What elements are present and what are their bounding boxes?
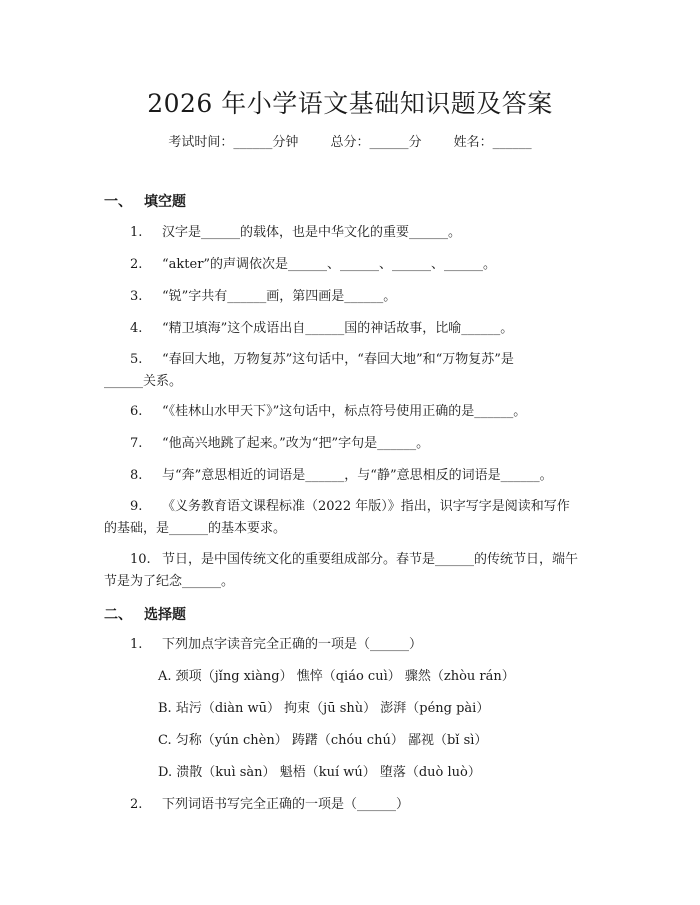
page-title: 2026 年小学语文基础知识题及答案	[147, 89, 553, 118]
question-item	[104, 286, 630, 308]
question-text: “精卫填海”这个成语出自______国的神话故事，比喻______。	[162, 321, 514, 336]
question-number: 1.	[130, 225, 143, 240]
question-number: 5.	[130, 352, 143, 367]
question-text: 下列加点字读音完全正确的一项是（______）	[162, 637, 423, 652]
question-text: “他高兴地跳了起来。”改为“把”字句是______。	[162, 436, 430, 451]
student-name-field: 姓名：______	[453, 135, 532, 150]
question-item	[104, 433, 630, 455]
question-number: 6.	[130, 404, 143, 419]
question-item	[104, 465, 630, 487]
option-a: A. 颈项（jǐng xiàng） 憔悴（qiáo cuì） 骤然（zhòu rán）	[158, 669, 515, 684]
question-text: “锐”字共有______画，第四画是______。	[162, 289, 397, 304]
exam-time-field: 考试时间：______分钟	[168, 135, 299, 150]
question-item	[104, 222, 630, 244]
question-item	[104, 794, 630, 816]
question-number: 8.	[130, 468, 143, 483]
question-continuation: 的基础，是______的基本要求。	[104, 521, 287, 536]
question-text: “akter”的声调依次是______、______、______、______。	[162, 257, 497, 272]
option-b: B. 玷污（diàn wū） 拘束（jū shù） 澎湃（péng pài）	[158, 701, 490, 716]
question-item	[104, 401, 630, 423]
option-c: C. 匀称（yún chèn） 踌躇（chóu chú） 鄙视（bǐ sì）	[158, 733, 488, 748]
question-number: 10.	[130, 552, 151, 567]
question-number: 2.	[130, 797, 143, 812]
question-item	[104, 349, 630, 371]
question-text: “《桂林山水甲天下》”这句话中，标点符号使用正确的是______。	[162, 404, 527, 419]
section-heading-multiple-choice	[104, 604, 186, 624]
question-continuation: 节是为了纪念______。	[104, 574, 235, 589]
question-item	[104, 496, 630, 518]
question-text: 汉字是______的载体，也是中华文化的重要______。	[162, 225, 462, 240]
section-heading-fill-in	[104, 191, 186, 211]
option-d: D. 溃散（kuì sàn） 魁梧（kuí wú） 堕落（duò luò）	[158, 765, 481, 780]
question-item	[104, 634, 630, 656]
question-number: 2.	[130, 257, 143, 272]
section-number: 一、	[104, 194, 132, 210]
question-number: 7.	[130, 436, 143, 451]
question-text: 《义务教育语文课程标准（2022 年版）》指出，识字写字是阅读和写作	[162, 499, 570, 514]
question-number: 1.	[130, 637, 143, 652]
question-number: 4.	[130, 321, 143, 336]
question-text: 与“奔”意思相近的词语是______，与“静”意思相反的词语是______。	[162, 468, 553, 483]
question-number: 9.	[130, 499, 143, 514]
question-number: 3.	[130, 289, 143, 304]
question-text: 节日，是中国传统文化的重要组成部分。春节是______的传统节日，端午	[162, 552, 579, 567]
total-score-field: 总分：______分	[330, 135, 422, 150]
exam-meta	[0, 131, 700, 150]
question-text: 下列词语书写完全正确的一项是（______）	[162, 797, 410, 812]
question-text: “春回大地，万物复苏”这句话中，“春回大地”和“万物复苏”是	[162, 352, 514, 367]
question-item	[104, 318, 630, 340]
section-number: 二、	[104, 607, 132, 623]
question-item	[104, 254, 630, 276]
section-label: 选择题	[144, 607, 186, 623]
question-item	[104, 549, 630, 571]
question-continuation: ______关系。	[104, 374, 183, 389]
section-label: 填空题	[144, 194, 186, 210]
